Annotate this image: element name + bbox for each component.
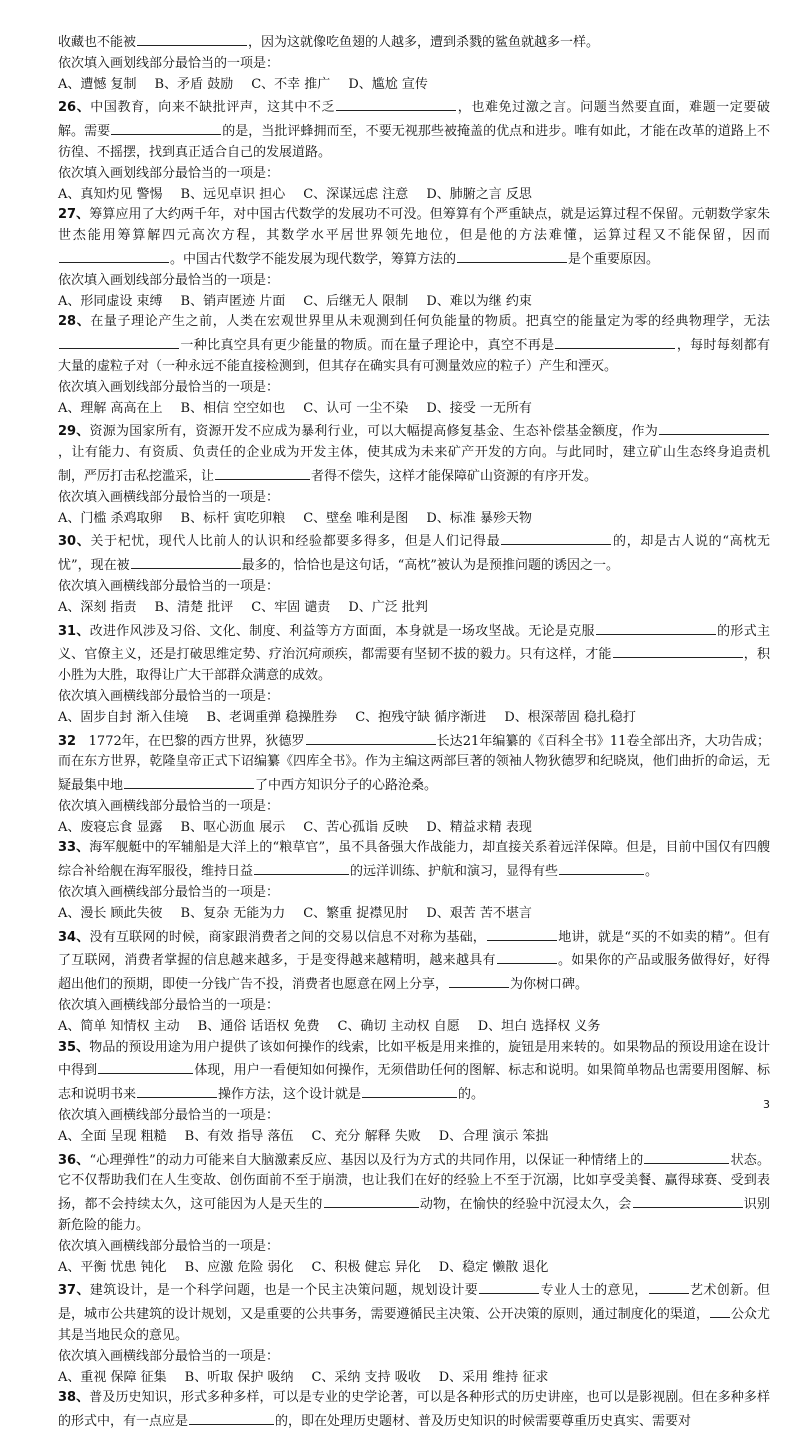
question-number: 38、 [58,1390,90,1406]
answer-blank [137,1082,217,1098]
answer-blank [215,464,310,480]
option-b: B、有效 指导 落伍 [184,1128,294,1144]
options-row [58,818,770,839]
question-prompt: 依次填入画划线部分最恰当的一项是： [58,165,280,181]
question-number: 28、 [58,314,91,330]
answer-blank [659,419,769,435]
option-c: C、后继无人 限制 [303,293,409,309]
option-d: D、广泛 批判 [348,599,428,615]
option-a: A、门槛 杀鸡取卵 [58,510,163,526]
options-row [58,399,770,420]
answer-blank [501,529,611,545]
question-text: 30、关于杞忧，现代人比前人的认识和经验都要多得多，但是人们记得最 的，却是古人说的“高枕无忧”，现在被 最多的，恰恰也是这句话，“高枕”被认为是预推问题的诱因之一。 [58,529,770,577]
question-number: 30、 [58,534,91,550]
question-text: 27、筹算应用了大约两千年，对中国古代数学的发展功不可没。但筹算有个严重缺点，就是运算过程不保留。元朝数学家朱世杰能用筹算解四元高次方程，其数学水平居世界领先地位，但是他的方法难懂，运算过程又不能保留，因而。中国古代数学不能发展为现代数学，筹算方法的 是个重要原因。 [58,207,770,267]
option-a: A、简单 知情权 主动 [58,1018,180,1034]
question-27 [58,205,770,312]
options-row [58,598,770,619]
answer-blank [59,333,179,349]
answer-blank [254,859,349,875]
question-29 [58,419,770,529]
answer-blank [479,1278,539,1294]
page-number: 3 [763,1098,770,1112]
options-row [58,1368,770,1389]
answer-blank [555,333,675,349]
question-text: 36、“心理弹性”的动力可能来自大脑激素反应、基因以及行为方式的共同作用，以保证一种情绪上的 状态。它不仅帮助我们在人生变故、创伤面前不至于崩溃，也让我们在好的经验上不至于沉溺，比如享受美餐、赢得球赛、受到表扬，都不会持续太久，这可能因为人是天生的 动物，在愉快的经验中沉浸太久，会 识别新危险的能力。 [58,1148,770,1237]
question-prompt: 依次填入画划线部分最恰当的一项是： [58,272,280,288]
question-number: 36、 [58,1152,90,1168]
answer-blank [613,642,743,658]
answer-blank [189,1409,274,1425]
question-number: 37、 [58,1283,90,1299]
answer-blank [137,30,247,46]
option-a: A、理解 高高在上 [58,400,163,416]
option-b: B、应激 危险 弱化 [184,1259,294,1275]
answer-blank [710,1302,730,1318]
option-b: B、呕心沥血 展示 [180,819,286,835]
question-33 [58,838,770,924]
question-text: 37、建筑设计，是一个科学问题，也是一个民主决策问题，规划设计要 专业人士的意见， 艺术创新。但是，城市公共建筑的设计规划，又是重要的公共事务，需要遵循民主决策、公开决策的原则，通过制度化的渠道， 公众尤其是当地民众的意见。 [58,1278,770,1346]
option-d: D、采用 维持 征求 [438,1369,549,1385]
question-number: 33、 [58,840,90,856]
options-row [58,708,770,729]
question-number: 26、 [58,100,91,116]
question-text: 35、物品的预设用途为用户提供了该如何操作的线索，比如平板是用来推的，旋钮是用来转的。如果物品的预设用途在设计中得到 体现，用户一看便知如何操作，无须借助任何的图解、标志和说明。如果简单物品也需要用图解、标志和说明书来 操作方法，这个设计就是 的。 [58,1039,770,1103]
option-c: C、抱残守缺 循序渐进 [355,709,487,725]
option-d: D、稳定 懒散 退化 [438,1259,549,1275]
option-b: B、销声匿迹 片面 [180,293,286,309]
option-b: B、清楚 批评 [154,599,234,615]
answer-blank [336,95,456,111]
answer-blank [649,1278,689,1294]
answer-blank [98,1058,193,1074]
question-prompt: 依次填入画横线部分最恰当的一项是： [58,998,280,1014]
options-row [58,1127,770,1148]
question-38 [58,1388,770,1433]
question-32 [58,729,770,839]
options-row [58,1258,770,1279]
option-c: C、认可 一尘不染 [303,400,409,416]
options-row [58,292,770,313]
options-row [58,904,770,925]
option-a: A、固步自封 渐入佳境 [58,709,189,725]
question-34 [58,925,770,1038]
question-35 [58,1038,770,1148]
option-a: A、漫长 顾此失彼 [58,905,163,921]
question-prompt: 依次填入画横线部分最恰当的一项是： [58,798,280,814]
option-c: C、不幸 推广 [251,76,331,92]
option-b: B、远见卓识 担心 [180,186,286,202]
option-a: A、全面 呈现 粗糙 [58,1128,167,1144]
options-row [58,1017,770,1038]
option-b: B、通俗 话语权 免费 [197,1018,320,1034]
question-number: 35、 [58,1039,90,1055]
option-b: B、听取 保护 吸纳 [184,1369,294,1385]
option-c: C、积极 健忘 异化 [311,1259,421,1275]
question-text: 33、海军舰艇中的军辅船是大洋上的“粮草官”，虽不具备强大作战能力，却直接关系着远洋保障。但是，目前中国仅有四艘综合补给舰在海军服役，维持日益 的远洋训练、护航和演习，显得有些 。 [58,840,770,880]
option-b: B、矛盾 鼓励 [154,76,234,92]
question-text: 28、在量子理论产生之前，人类在宏观世界里从未观测到任何负能量的物质。把真空的能量定为零的经典物理学，无法一种比真空具有更少能量的物质。而在量子理论中，真空不再是 ，每时每刻都有大量的虚粒子对（一种永远不能直接检测到，但其存在确实具有可测量效应的粒子）产生和湮灭。 [58,314,770,374]
question-text: 34、没有互联网的时候，商家跟消费者之间的交易以信息不对称为基础， 地讲，就是“买的不如卖的精”。但有了互联网，消费者掌握的信息越来越多，于是变得越来越精明，越来越具有 。如果你的产品或服务做得好，好得超出他们的预期，即使一分钱广告不投，消费者也愿意在网上分享， 为你树口碑。 [58,925,770,996]
question-30 [58,529,770,618]
answer-blank [559,859,644,875]
option-c: C、繁重 捉襟见肘 [303,905,409,921]
question-text: 38、普及历史知识，形式多种多样，可以是专业的史学论著，可以是各种形式的历史讲座，也可以是影视剧。但在多种多样的形式中，有一点应是 的，即在处理历史题材、普及历史知识的时候需要尊重历史真实、需要对 [58,1390,770,1430]
option-a: A、真知灼见 警惕 [58,186,163,202]
option-d: D、肺腑之言 反思 [426,186,532,202]
option-d: D、标准 暴殄天物 [426,510,532,526]
option-d: D、根深蒂固 稳扎稳打 [504,709,636,725]
question-number: 29、 [58,424,90,440]
question-28 [58,312,770,419]
question-prompt: 依次填入画横线部分最恰当的一项是： [58,688,280,704]
option-b: B、相信 空空如也 [180,400,286,416]
option-d: D、精益求精 表现 [426,819,532,835]
question-25-tail [58,30,770,95]
option-a: A、重视 保障 征集 [58,1369,167,1385]
question-36 [58,1148,770,1279]
question-prompt: 依次填入画横线部分最恰当的一项是： [58,578,280,594]
option-a: A、遭憾 复制 [58,76,137,92]
option-d: D、合理 演示 笨拙 [438,1128,549,1144]
option-c: C、苦心孤诣 反映 [303,819,409,835]
question-prompt: 依次填入画横线部分最恰当的一项是： [58,1348,280,1364]
question-list [58,30,770,1433]
option-a: A、形同虚设 束缚 [58,293,163,309]
answer-blank [457,247,567,263]
option-c: C、采纳 支持 吸收 [311,1369,421,1385]
option-c: C、确切 主动权 自愿 [337,1018,460,1034]
answer-blank [449,972,509,988]
question-37 [58,1278,770,1388]
question-prompt: 依次填入画横线部分最恰当的一项是： [58,1108,280,1124]
question-number: 34、 [58,929,90,945]
option-c: C、深谋远虑 注意 [303,186,409,202]
question-31 [58,619,770,729]
question-text: 收藏也不能被 ，因为这就像吃鱼翅的人越多，遭到杀戮的鲨鱼就越多一样。 [58,30,770,54]
question-prompt: 依次填入画划线部分最恰当的一项是： [58,55,280,71]
question-prompt: 依次填入画横线部分最恰当的一项是： [58,885,280,901]
question-text: 29、资源为国家所有，资源开发不应成为暴利行业，可以大幅提高修复基金、生态补偿基金额度，作为，让有能力、有资质、负责任的企业成为开发主体，使其成为未来矿产开发的方向。与此同时，建立矿山生态终身追责机制，严厉打击私挖滥采，让 者得不偿失，这样才能保障矿山资源的有序开发。 [58,419,770,487]
question-text: 32 1772年，在巴黎的西方世界，狄德罗 长达21年编纂的《百科全书》11卷全部出齐，大功告成；而在东方世界，乾隆皇帝正式下诏编纂《四库全书》。作为主编这两部巨著的领袖人物狄德罗和纪晓岚，他们曲折的命运，无疑最集中地 了中西方知识分子的心路沧桑。 [58,729,770,797]
option-d: D、难以为继 约束 [426,293,532,309]
question-prompt: 依次填入画横线部分最恰当的一项是： [58,1238,280,1254]
question-number: 27、 [58,207,90,223]
question-text: 31、改进作风涉及习俗、文化、制度、利益等方方面面，本身就是一场攻坚战。无论是克服 的形式主义、官僚主义，还是打破思维定势、疗治沉疴顽疾，都需要有坚韧不拔的毅力。只有这样，才能 ，积小胜为大胜，取得让广大干部群众满意的成效。 [58,619,770,687]
option-a: A、平衡 忧患 钝化 [58,1259,167,1275]
answer-blank [644,1148,729,1164]
question-number: 31、 [58,623,90,639]
option-b: B、标杆 寅吃卯粮 [180,510,286,526]
option-d: D、坦白 选择权 义务 [477,1018,601,1034]
option-c: C、牢固 谴责 [251,599,331,615]
answer-blank [362,1082,457,1098]
options-row [58,75,770,96]
option-d: D、尴尬 宣传 [348,76,428,92]
option-b: B、老调重弹 稳操胜券 [206,709,338,725]
answer-blank [596,619,716,635]
answer-blank [59,247,169,263]
question-prompt: 依次填入画划线部分最恰当的一项是： [58,379,280,395]
options-row [58,509,770,530]
answer-blank [111,119,221,135]
answer-blank [324,1192,419,1208]
option-a: A、深刻 指责 [58,599,137,615]
answer-blank [497,948,557,964]
option-d: D、艰苦 苦不堪言 [426,905,532,921]
question-prompt: 依次填入画横线部分最恰当的一项是： [58,489,280,505]
option-d: D、接受 一无所有 [426,400,532,416]
option-b: B、复杂 无能为力 [180,905,286,921]
answer-blank [306,729,436,745]
option-c: C、充分 解释 失败 [311,1128,421,1144]
option-c: C、壁垒 唯利是图 [303,510,409,526]
answer-blank [633,1192,743,1208]
options-row [58,185,770,206]
question-text: 26、中国教育，向来不缺批评声，这其中不乏 ，也难免过激之言。问题当然要直面，难题一定要破解。需要 的是，当批评蜂拥而至，不要无视那些被掩盖的优点和进步。唯有如此，才能在改革的道路上不彷徨、不摇摆，找到真正适合自己的发展道路。 [58,95,770,163]
answer-blank [487,925,557,941]
question-number: 32 [58,733,77,749]
question-26 [58,95,770,205]
option-a: A、废寝忘食 显露 [58,819,163,835]
answer-blank [131,553,241,569]
answer-blank [124,773,254,789]
